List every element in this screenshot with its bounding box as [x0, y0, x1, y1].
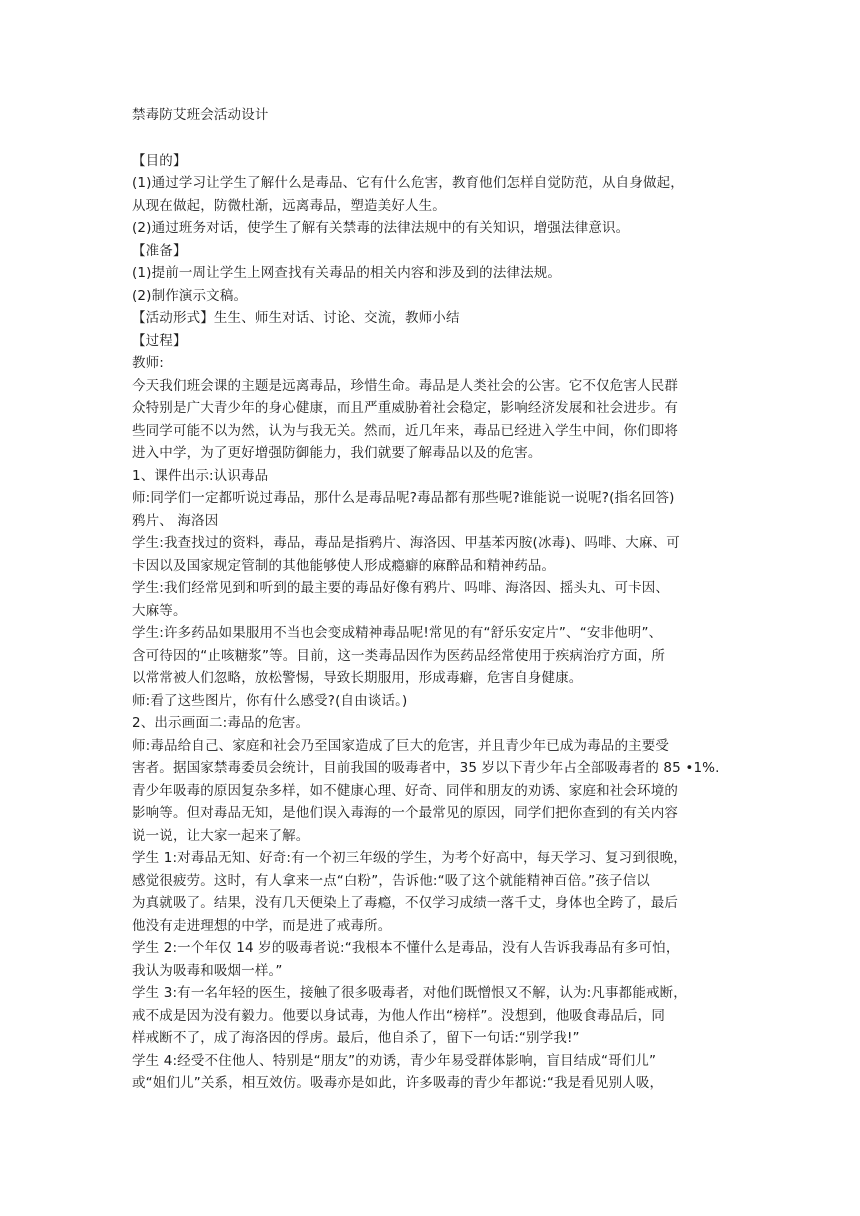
paragraph-line: 为真就吸了。结果，没有几天便染上了毒瘾，不仅学习成绩一落千丈，身体也全跨了，最后	[132, 895, 678, 911]
paragraph-line: 学生:许多药品如果服用不当也会变成精神毒品呢!常见的有“舒乐安定片”、“安非他明”、	[132, 625, 663, 641]
paragraph-line: 师:同学们一定都听说过毒品，那什么是毒品呢?毒品都有那些呢?谁能说一说呢?(指名回答)	[132, 490, 675, 506]
paragraph-line: 大麻等。	[132, 602, 187, 619]
paragraph-line: 含可待因的“止咳糖浆”等。目前，这一类毒品因作为医药品经常使用于疾病治疗方面，所	[132, 647, 665, 664]
paragraph-line: 或“姐们儿”关系，相互效仿。吸毒亦是如此，许多吸毒的青少年都说:“我是看见别人吸，	[132, 1075, 664, 1091]
paragraph-line: (1)提前一周让学生上网查找有关毒品的相关内容和涉及到的法律法规。	[132, 265, 562, 281]
paragraph-line: 学生 3:有一名年轻的医生，接触了很多吸毒者，对他们既憎恨又不解，认为:凡事都能戒断，	[132, 985, 687, 1001]
paragraph-line: 样戒断不了，成了海洛因的俘虏。最后，他自杀了，留下一句话:“别学我!”	[132, 1030, 580, 1046]
paragraph-line: 进入中学，为了更好增强防御能力，我们就要了解毒品以及的危害。	[132, 445, 542, 461]
paragraph-line: 师:毒品给自己、家庭和社会乃至国家造成了巨大的危害，并且青少年已成为毒品的主要受	[132, 737, 670, 754]
paragraph-line: 我认为吸毒和吸烟一样。”	[132, 962, 283, 979]
paragraph-line: 众特别是广大青少年的身心健康，而且严重威胁着社会稳定，影响经济发展和社会进步。有	[132, 400, 678, 416]
paragraph-line: (2)通过班务对话，使学生了解有关禁毒的法律法规中的有关知识，增强法律意识。	[132, 220, 630, 236]
paragraph-line: 学生 2:一个年仅 14 岁的吸毒者说:“我根本不懂什么是毒品，没有人告诉我毒品有多可怕，	[132, 940, 680, 956]
paragraph-line: 师:看了这些图片，你有什么感受?(自由谈话。)	[132, 692, 408, 709]
paragraph-line: 戒不成是因为没有毅力。他要以身试毒，为他人作出“榜样”。没想到，他吸食毒品后，同	[132, 1007, 665, 1024]
subsection-heading-2: 2、出示画面二:毒品的危害。	[132, 715, 310, 731]
paragraph-line: 鸦片、 海洛因	[132, 512, 219, 529]
paragraph-line: (1)通过学习让学生了解什么是毒品、它有什么危害，教育他们怎样自觉防范，从自身做起，	[132, 175, 684, 191]
section-heading-purpose: 【目的】	[132, 152, 187, 169]
paragraph-line: 说一说，让大家一起来了解。	[132, 827, 310, 844]
paragraph-line: 学生:我们经常见到和听到的最主要的毒品好像有鸦片、吗啡、海洛因、摇头丸、可卡因、	[132, 580, 670, 596]
paragraph-line: 学生:我查找过的资料，毒品，毒品是指鸦片、海洛因、甲基苯丙胺(冰毒)、吗啡、大麻、可	[132, 535, 680, 551]
paragraph-line: 些同学可能不以为然，认为与我无关。然而，近几年来，毒品已经进入学生中间，你们即将	[132, 422, 678, 439]
paragraph-line: 从现在做起，防微杜渐，远离毒品，塑造美好人生。	[132, 197, 446, 214]
section-heading-process: 【过程】	[132, 332, 187, 349]
document-content	[132, 104, 732, 1095]
paragraph-line: 学生 1:对毒品无知、好奇:有一个初三年级的学生，为考个好高中，每天学习、复习到很晚，	[132, 850, 687, 866]
paragraph-line: (2)制作演示文稿。	[132, 287, 248, 304]
paragraph-line: 卡因以及国家规定管制的其他能够使人形成瘾癖的麻醉品和精神药品。	[132, 557, 556, 574]
paragraph-line: 以常常被人们忽略，放松警惕，导致长期服用，形成毒癖，危害自身健康。	[132, 670, 583, 686]
document-title: 禁毒防艾班会活动设计	[132, 107, 269, 123]
paragraph-line: 感觉很疲劳。这时，有人拿来一点“白粉”，告诉他:“吸了这个就能精神百倍。”孩子信以	[132, 872, 650, 889]
section-heading-activity-form: 【活动形式】生生、师生对话、讨论、交流，教师小结	[132, 310, 460, 326]
paragraph-line: 青少年吸毒的原因复杂多样，如不健康心理、好奇、同伴和朋友的劝诱、家庭和社会环境的	[132, 782, 678, 799]
paragraph-line: 学生 4:经受不住他人、特别是“朋友”的劝诱，青少年易受群体影响，盲目结成“哥们儿”	[132, 1052, 657, 1069]
paragraph-line: 影响等。但对毒品无知，是他们误入毒海的一个最常见的原因，同学们把你查到的有关内容	[132, 805, 678, 821]
paragraph-line: 今天我们班会课的主题是远离毒品，珍惜生命。毒品是人类社会的公害。它不仅危害人民群	[132, 377, 678, 394]
paragraph-line: 他没有走进理想的中学，而是进了戒毒所。	[132, 917, 392, 934]
speaker-label-teacher: 教师:	[132, 355, 164, 371]
subsection-heading-1: 1、课件出示:认识毒品	[132, 467, 269, 484]
section-heading-preparation: 【准备】	[132, 242, 187, 259]
paragraph-line: 害者。据国家禁毒委员会统计，目前我国的吸毒者中，35 岁以下青少年占全部吸毒者的 85 •1%.	[132, 760, 720, 776]
